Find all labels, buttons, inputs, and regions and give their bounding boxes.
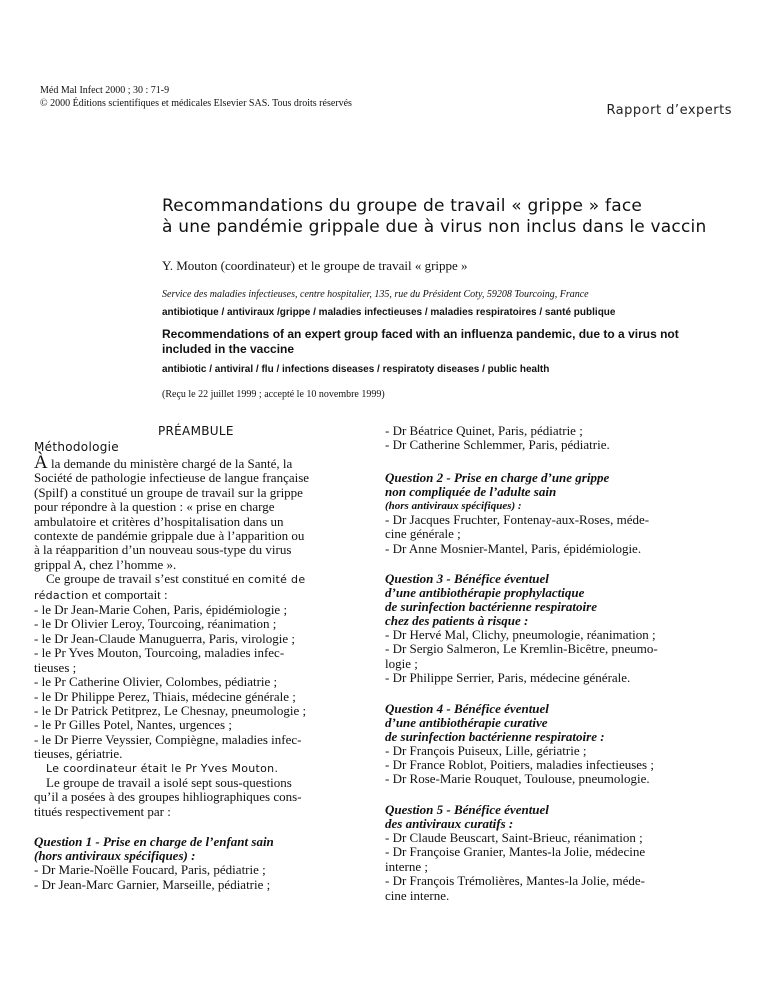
paragraph-intro xyxy=(34,452,357,572)
list-item: - Dr Claude Beuscart, Saint-Brieuc, réanimation ; xyxy=(385,829,643,845)
affiliation: Service des maladies infectieuses, centre hospitalier, 135, rue du Président Coty, 59208 Tourcoing, France xyxy=(162,289,589,300)
text-line: ambulatoire et critères d’hospitalisation dans un xyxy=(34,513,284,529)
keywords-fr: antibiotique / antiviraux /grippe / maladies infectieuses / maladies respiratoires / santé publique xyxy=(162,307,616,318)
list-item: - Dr Catherine Schlemmer, Paris, pédiatrie. xyxy=(385,437,610,453)
english-title xyxy=(162,327,732,357)
title-line-2: à une pandémie grippale due à virus non inclus dans le vaccin xyxy=(162,217,707,237)
text-fragment: rédaction xyxy=(34,588,89,602)
text-line: contexte de pandémie grippale due à l’apparition ou xyxy=(34,528,305,544)
list-item: - le Pr Yves Mouton, Tourcoing, maladies infec- xyxy=(34,645,285,661)
right-column xyxy=(385,424,707,903)
list-item: cine interne. xyxy=(385,887,450,903)
list-item: - Dr François Trémolières, Mantes-la Jolie, méde- xyxy=(385,873,645,889)
list-item: - Dr Béatrice Quinet, Paris, pédiatrie ; xyxy=(385,423,583,438)
english-title-line-2: included in the vaccine xyxy=(162,342,295,356)
article-title xyxy=(162,196,742,238)
list-item: - Dr Marie-Noëlle Foucard, Paris, pédiatrie ; xyxy=(34,862,266,878)
text-line: grippal A, chez l’homme ». xyxy=(34,556,177,572)
list-item: - Dr Françoise Granier, Mantes-la Jolie, médecine xyxy=(385,844,646,860)
list-item: - Dr Jean-Marc Garnier, Marseille, pédiatrie ; xyxy=(34,876,271,892)
question-5-title: Question 5 - Bénéfice éventuel des antiviraux curatifs : xyxy=(385,801,549,831)
list-item: cine générale ; xyxy=(385,526,461,542)
list-item: - Dr François Puiseux, Lille, gériatrie ; xyxy=(385,742,587,758)
text-line: Société de pathologie infectieuse de langue française xyxy=(34,470,310,486)
authors: Y. Mouton (coordinateur) et le groupe de travail « grippe » xyxy=(162,258,468,273)
list-item: - le Dr Philippe Perez, Thiais, médecine générale ; xyxy=(34,688,296,704)
text-line: pour répondre à la question : « prise en charge xyxy=(34,499,275,515)
left-column xyxy=(34,452,357,892)
question-1-title: Question 1 - Prise en charge de l’enfant sain (hors antiviraux spécifiques) : xyxy=(34,834,274,864)
keywords-en: antibiotic / antiviral / flu / infections diseases / respiratoty diseases / public health xyxy=(162,364,550,375)
text-line: qu’il a posées à des groupes hihliographiques cons- xyxy=(34,789,302,805)
list-item: - le Dr Jean-Marie Cohen, Paris, épidémiologie ; xyxy=(34,602,288,618)
list-item: - le Dr Jean-Claude Manuguerra, Paris, virologie ; xyxy=(34,630,296,646)
section-label: Rapport d’experts xyxy=(606,103,732,118)
drop-cap: À xyxy=(34,452,48,473)
question-2-title: Question 2 - Prise en charge d’une grippe non compliquée de l’adulte sain (hors antiviraux spécifiques) : xyxy=(385,469,610,512)
list-item: tieuses, gériatrie. xyxy=(34,746,123,762)
text-line: à la réapparition d’un nouveau sous-type du virus xyxy=(34,542,292,558)
list-item: - le Pr Catherine Olivier, Colombes, pédiatrie ; xyxy=(34,674,278,690)
text-line: la demande du ministère chargé de la Santé, la xyxy=(47,456,293,471)
text-fragment: et comportait : xyxy=(88,586,168,602)
text-line: titués respectivement par : xyxy=(34,803,171,819)
list-item: - Dr Rose-Marie Rouquet, Toulouse, pneumologie. xyxy=(385,771,650,787)
list-item: tieuses ; xyxy=(34,659,77,675)
coordinator-note: Le coordinateur était le Pr Yves Mouton. xyxy=(46,761,279,775)
list-item: - Dr Philippe Serrier, Paris, médecine générale. xyxy=(385,670,631,686)
text-line: (Spilf) a constitué un groupe de travail sur la grippe xyxy=(34,484,303,500)
question-4-title: Question 4 - Bénéfice éventuel d’une antibiothérapie curative de surinfection bactérienne respiratoire : xyxy=(385,700,605,744)
preambule-heading: PRÉAMBULE xyxy=(158,424,234,438)
question-3-title: Question 3 - Bénéfice éventuel d’une antibiothérapie prophylactique de surinfection bactérienne respiratoire chez des patients à risque : xyxy=(385,571,597,629)
list-item: - Dr Hervé Mal, Clichy, pneumologie, réanimation ; xyxy=(385,627,656,643)
list-item: - Dr Sergio Salmeron, Le Kremlin-Bicêtre, pneumo- xyxy=(385,641,658,657)
title-line-1: Recommandations du groupe de travail « grippe » face xyxy=(162,196,643,216)
list-item: - le Pr Gilles Potel, Nantes, urgences ; xyxy=(34,717,232,733)
list-item: - Dr Anne Mosnier-Mantel, Paris, épidémiologie. xyxy=(385,540,642,556)
list-item: - le Dr Pierre Veyssier, Compiègne, maladies infec- xyxy=(34,731,302,747)
paragraph-committee: Ce groupe de travail s’est constitué en comité de xyxy=(46,571,306,587)
journal-citation: Méd Mal Infect 2000 ; 30 : 71-9 xyxy=(40,85,170,96)
committee-members xyxy=(34,603,357,761)
english-title-line-1: Recommendations of an expert group faced with an influenza pandemic, due to a virus not xyxy=(162,327,679,341)
paragraph-subquestions xyxy=(34,776,357,819)
text-line: Le groupe de travail a isolé sept sous-questions xyxy=(46,774,292,790)
list-item: - Dr Jacques Fruchter, Fontenay-aux-Roses, méde- xyxy=(385,511,650,527)
copyright-notice: © 2000 Éditions scientifiques et médicales Elsevier SAS. Tous droits réservés xyxy=(40,98,352,109)
received-dates: (Reçu le 22 juillet 1999 ; accepté le 10 novembre 1999) xyxy=(162,389,385,400)
list-item: - le Dr Olivier Leroy, Tourcoing, réanimation ; xyxy=(34,616,277,632)
list-item: - Dr France Roblot, Poitiers, maladies infectieuses ; xyxy=(385,757,654,773)
list-item: logie ; xyxy=(385,655,418,671)
list-item: - le Dr Patrick Petitprez, Le Chesnay, pneumologie ; xyxy=(34,702,307,718)
list-item: interne ; xyxy=(385,858,428,874)
methodologie-heading: Méthodologie xyxy=(34,440,119,454)
